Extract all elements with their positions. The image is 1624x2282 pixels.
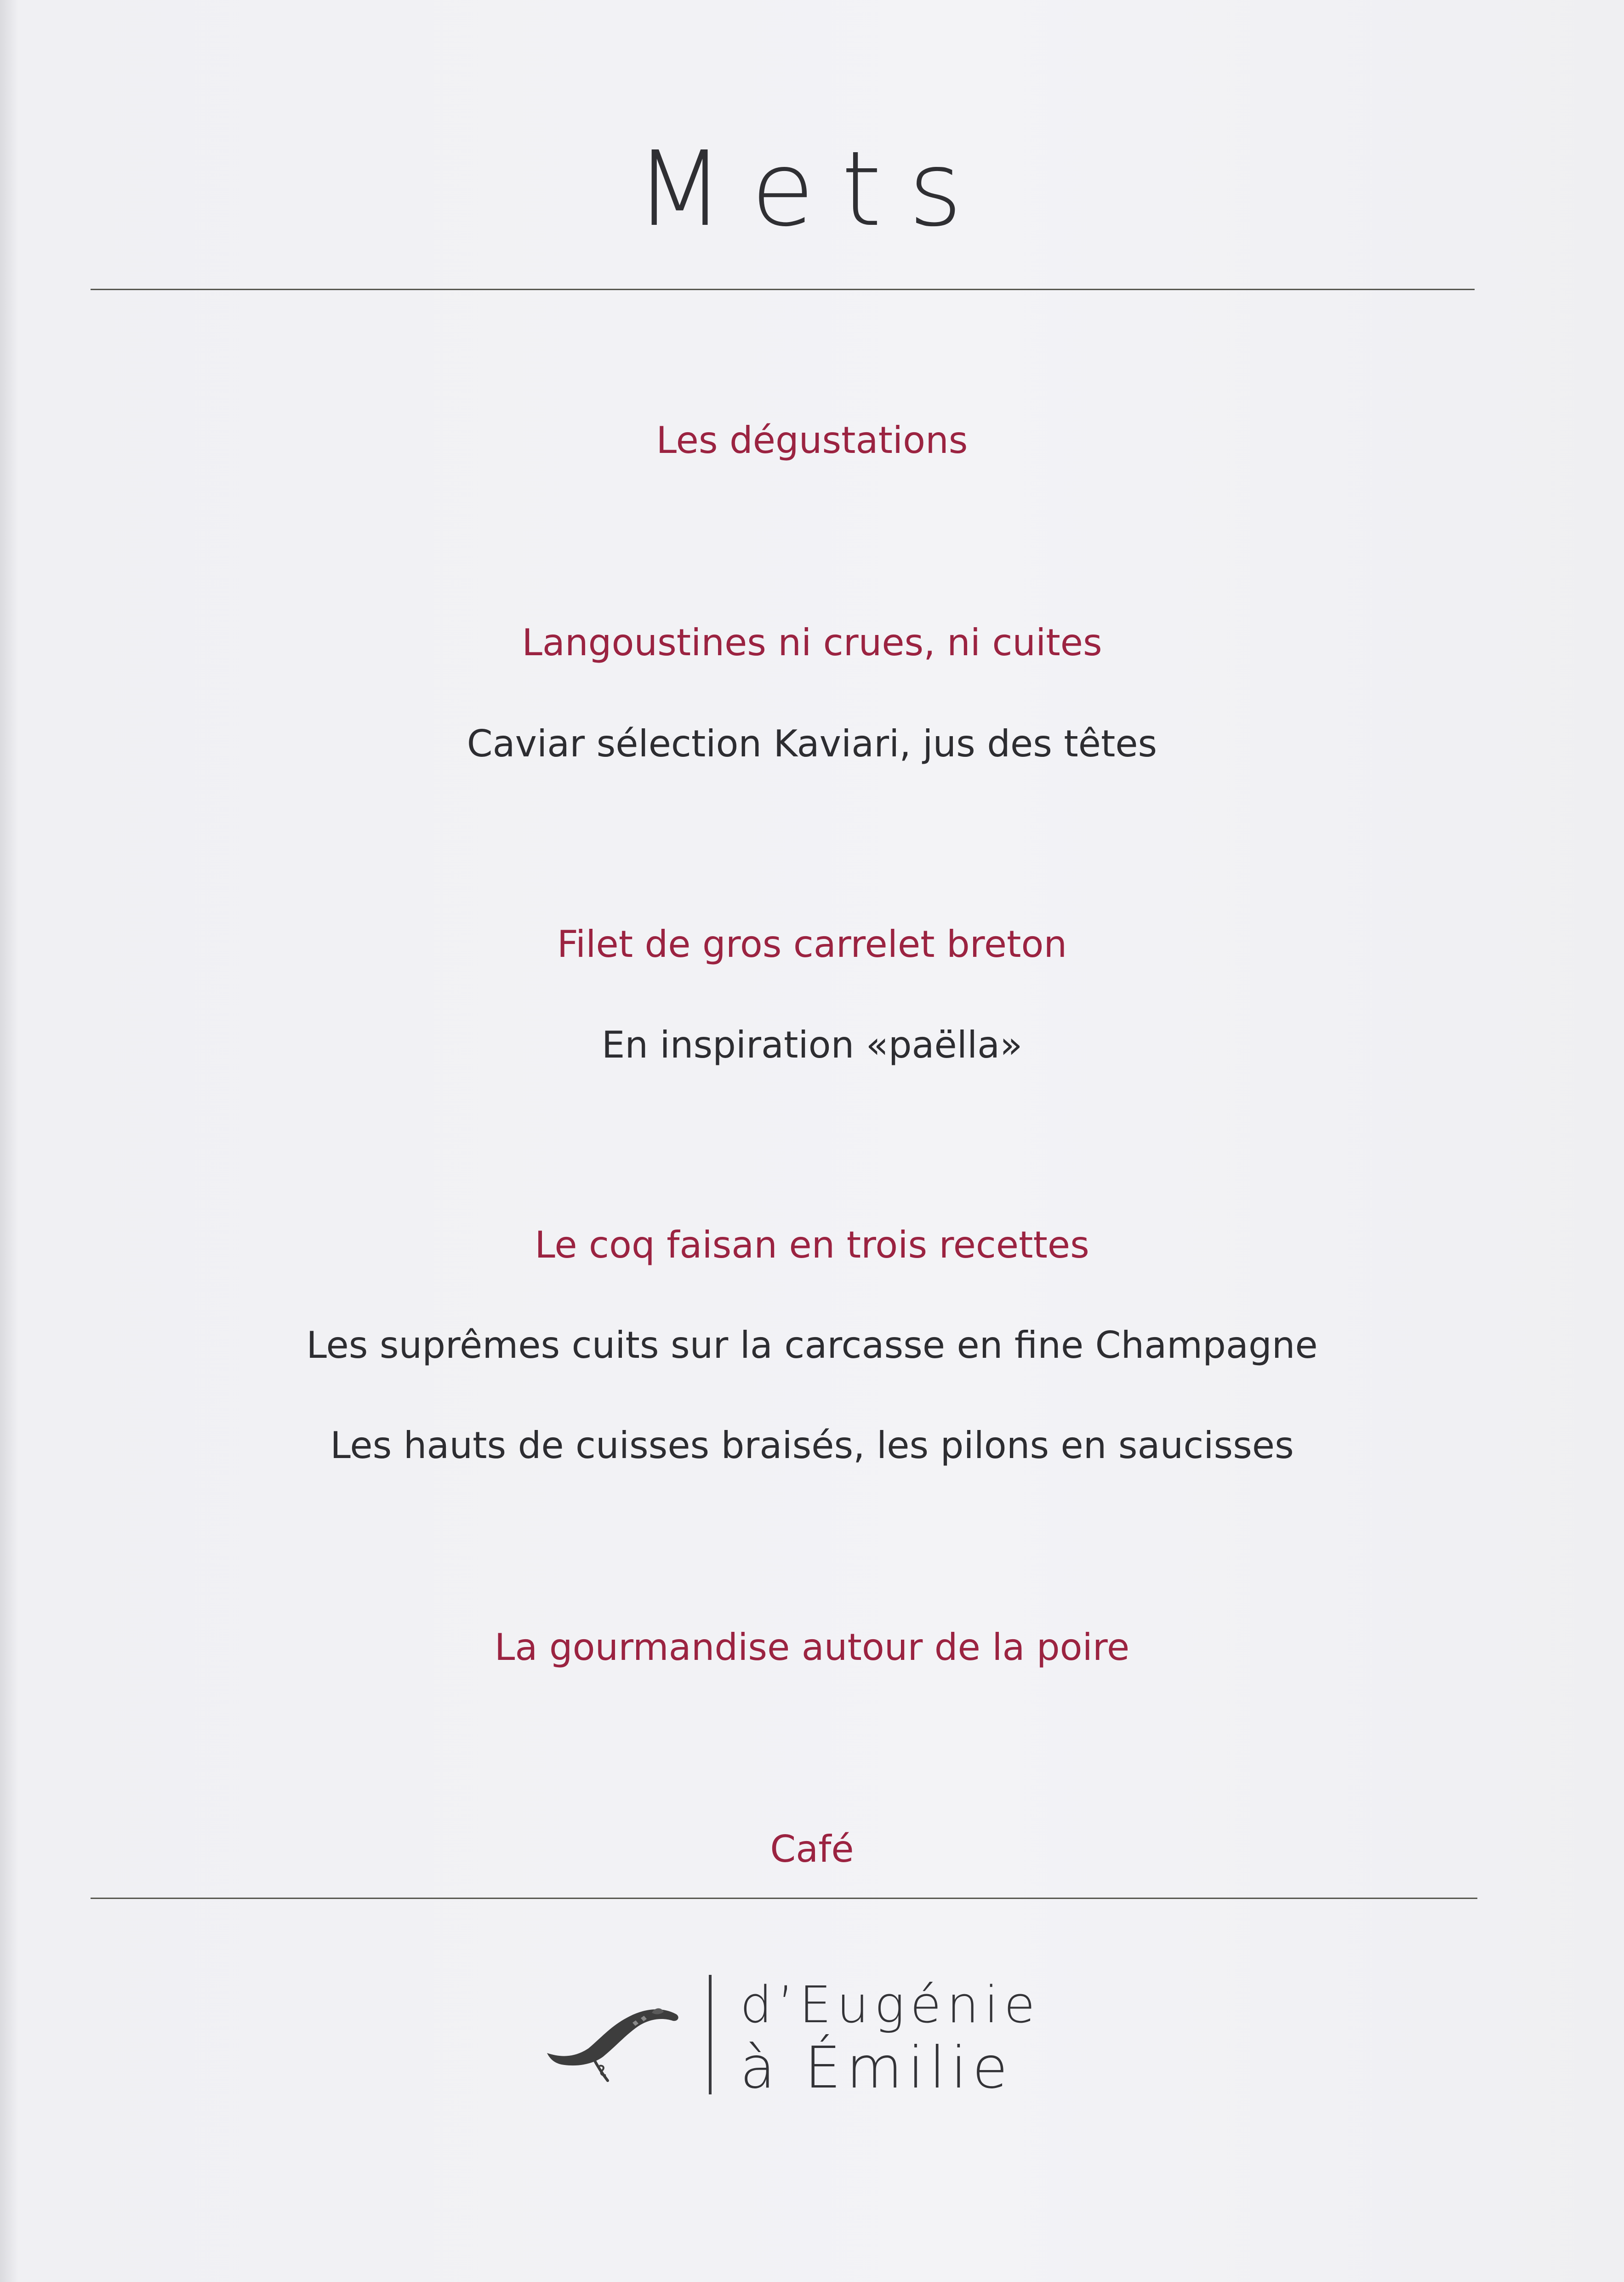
dish-heading-poire: La gourmandise autour de la poire: [494, 1626, 1130, 1669]
dish-heading-coq-faisan: Le coq faisan en trois recettes: [535, 1224, 1089, 1266]
brand-name-line-2: à Émilie: [740, 2035, 1014, 2101]
dish-heading-carrelet: Filet de gros carrelet breton: [557, 923, 1067, 966]
dish-heading-cafe: Café: [770, 1828, 854, 1870]
brand-name-line-1: d’Eugénie: [740, 1975, 1041, 2034]
section-heading-degustations: Les dégustations: [656, 419, 968, 462]
dish-heading-langoustines: Langoustines ni crues, ni cuites: [522, 621, 1102, 664]
page-title: Mets: [635, 129, 989, 250]
bottom-divider: [91, 1898, 1477, 1899]
brand-separator: [709, 1975, 712, 2094]
top-divider: [91, 289, 1475, 290]
brand-logo: [542, 1970, 1048, 2108]
dish-description-paella: En inspiration «paëlla»: [601, 1024, 1023, 1066]
dish-description-supremes: Les suprêmes cuits sur la carcasse en fine Champagne: [306, 1324, 1318, 1367]
dish-description-caviar: Caviar sélection Kaviari, jus des têtes: [467, 722, 1157, 765]
dish-description-cuisses: Les hauts de cuisses braisés, les pilons en saucisses: [330, 1424, 1294, 1467]
corkscrew-icon: [542, 1989, 689, 2085]
